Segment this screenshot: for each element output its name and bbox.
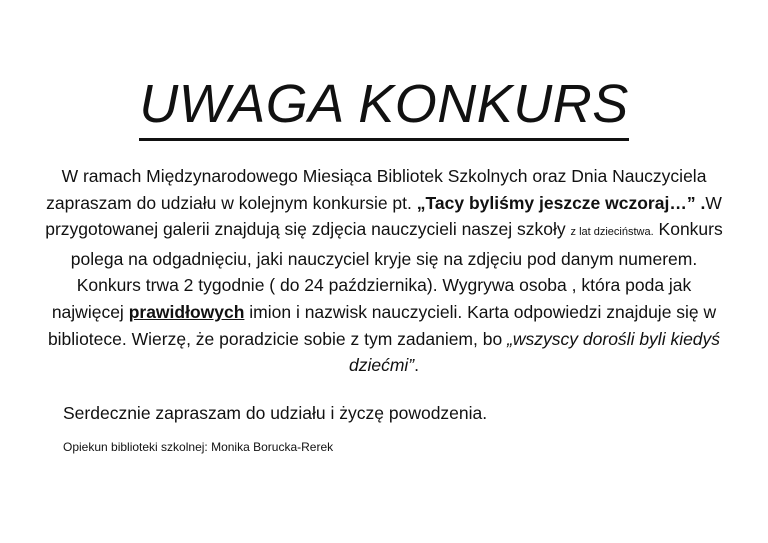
closing-quote: „wszyscy dorośli byli kiedyś dziećmi” <box>348 328 721 376</box>
paragraph-gallery: W przygotowanej galerii znajdują się zdjęcia nauczycieli naszej szkoły <box>45 192 722 240</box>
paragraph-childhood: z lat dzieciństwa <box>570 226 651 239</box>
title-text: UWAGA KONKURS <box>139 72 629 141</box>
closing-line: Serdecznie zapraszam do udziału i życzę powodzenia. <box>63 403 488 423</box>
paragraph-answer-card: imion i nazwisk nauczycieli. Karta odpowiedzi znajduje się w bibliotece. <box>47 301 717 349</box>
paragraph-end: . <box>414 355 420 376</box>
paragraph-rules: Konkurs polega na odgadnięciu, jaki nauczyciel kryje się na zdjęciu pod danym numerem. Konkurs trwa 2 tygodnie ( do 24 października). Wygrywa osoba , która poda jak najwięcej <box>51 219 723 322</box>
emphasis-correct: prawidłowych <box>128 301 245 322</box>
contest-name: „Tacy byliśmy jeszcze wczoraj…” . <box>416 192 706 213</box>
paragraph-intro: W ramach Międzynarodowego Miesiąca Bibliotek Szkolnych oraz Dnia Nauczyciela zapraszam do udziału w kolejnym konkursie pt. <box>46 166 707 213</box>
page-title <box>0 72 768 141</box>
signature-line: Opiekun biblioteki szkolnej: Monika Borucka-Rerek <box>63 440 334 454</box>
paragraph-childhood-dot: . <box>650 226 654 239</box>
announcement-paragraph <box>40 163 728 379</box>
paragraph-encouragement: Wierzę, że poradzicie sobie z tym zadaniem, bo <box>131 328 508 349</box>
